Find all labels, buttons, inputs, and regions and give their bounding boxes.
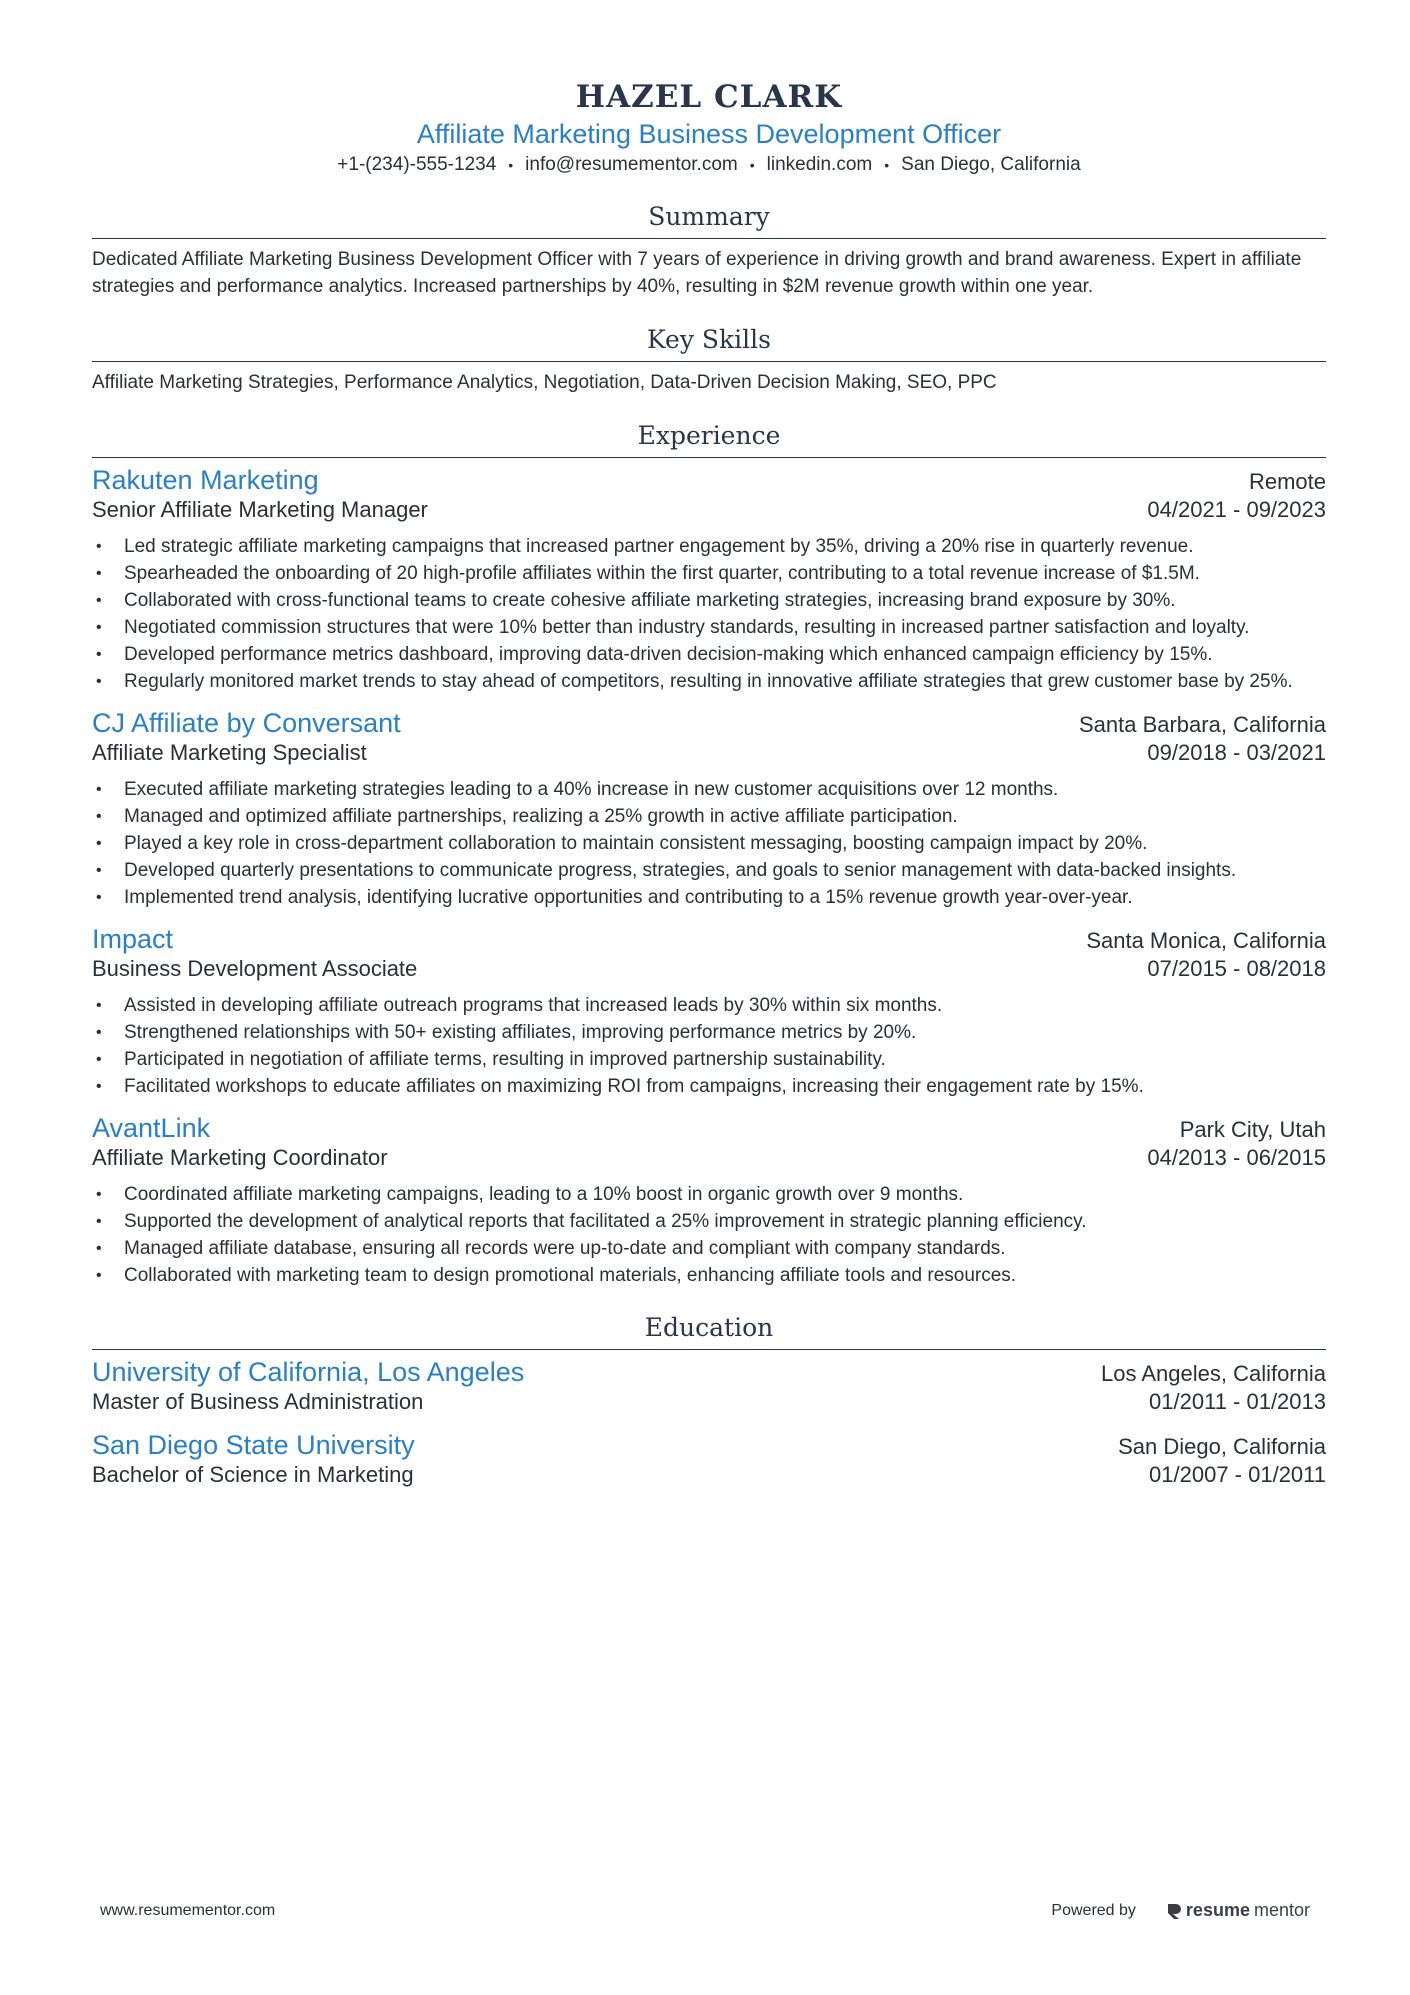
- bullet-item: • Participated in negotiation of affiliate terms, resulting in improved partnership sustainability.: [92, 1046, 1326, 1073]
- education-entry: [92, 1429, 1326, 1490]
- separator-dot: •: [749, 156, 755, 173]
- job-dates: 07/2015 - 08/2018: [1147, 956, 1326, 982]
- degree-row: [92, 1388, 1326, 1417]
- bullet-item: • Led strategic affiliate marketing campaigns that increased partner engagement by 35%, driving a 20% rise in quarterly revenue.: [92, 533, 1326, 560]
- job-dates: 04/2021 - 09/2023: [1147, 497, 1326, 523]
- job-location: Remote: [1248, 468, 1326, 494]
- job-bullets: [92, 776, 1326, 911]
- page-footer: [100, 1900, 1310, 1921]
- education-section: [92, 1313, 1326, 1490]
- job-title-row: [92, 1144, 1326, 1173]
- brand-logo: [1166, 1900, 1310, 1921]
- bullet-item: • Coordinated affiliate marketing campaigns, leading to a 10% boost in organic growth over 9 months.: [92, 1181, 1326, 1208]
- job-entry: [92, 707, 1326, 911]
- bullet-item: • Managed and optimized affiliate partnerships, realizing a 25% growth in active affiliate participation.: [92, 803, 1326, 830]
- job-bullets: [92, 533, 1326, 695]
- bullet-item: • Facilitated workshops to educate affiliates on maximizing ROI from campaigns, increasing their engagement rate by 15%.: [92, 1073, 1326, 1100]
- bullet-item: • Developed performance metrics dashboard, improving data-driven decision-making which enhanced campaign efficiency by 15%.: [92, 641, 1326, 668]
- powered-by: [1051, 1900, 1310, 1921]
- email: info@resumementor.com: [525, 154, 738, 176]
- company-name: Impact: [92, 923, 174, 954]
- section-heading-skills: Key Skills: [92, 325, 1326, 362]
- bullet-item: • Collaborated with marketing team to design promotional materials, enhancing affiliate tools and resources.: [92, 1262, 1326, 1289]
- linkedin: linkedin.com: [766, 154, 873, 176]
- jobs-list: [92, 464, 1326, 1289]
- job-entry: [92, 923, 1326, 1100]
- job-title-row: [92, 955, 1326, 984]
- bullet-item: • Supported the development of analytical reports that facilitated a 25% improvement in strategic planning efficiency.: [92, 1208, 1326, 1235]
- job-header-row: [92, 1112, 1326, 1144]
- job-bullets: [92, 992, 1326, 1100]
- section-heading-experience: Experience: [92, 421, 1326, 458]
- degree-row: [92, 1461, 1326, 1490]
- job-header-row: [92, 707, 1326, 739]
- separator-dot: •: [884, 156, 890, 173]
- school-location: San Diego, California: [1118, 1433, 1326, 1459]
- separator-dot: •: [508, 156, 514, 173]
- schools-list: [92, 1356, 1326, 1490]
- degree: Bachelor of Science in Marketing: [92, 1462, 414, 1488]
- company-name: Rakuten Marketing: [92, 464, 319, 495]
- company-name: CJ Affiliate by Conversant: [92, 707, 401, 738]
- powered-by-label: Powered by: [1051, 1901, 1136, 1919]
- job-dates: 04/2013 - 06/2015: [1147, 1145, 1326, 1171]
- job-title-row: [92, 739, 1326, 768]
- bullet-item: • Regularly monitored market trends to stay ahead of competitors, resulting in innovative affiliate strategies that grew customer base by 25%.: [92, 668, 1326, 695]
- job-header-row: [92, 464, 1326, 496]
- bullet-item: • Assisted in developing affiliate outreach programs that increased leads by 30% within six months.: [92, 992, 1326, 1019]
- school-name: University of California, Los Angeles: [92, 1356, 525, 1387]
- job-title: Business Development Associate: [92, 956, 418, 982]
- job-title: Senior Affiliate Marketing Manager: [92, 497, 428, 523]
- bullet-item: • Played a key role in cross-department collaboration to maintain consistent messaging, boosting campaign impact by 20%.: [92, 830, 1326, 857]
- education-entry: [92, 1356, 1326, 1417]
- section-heading-education: Education: [92, 1313, 1326, 1350]
- location: San Diego, California: [901, 154, 1081, 176]
- company-name: AvantLink: [92, 1112, 211, 1143]
- contact-line: [92, 153, 1326, 178]
- bullet-item: • Negotiated commission structures that were 10% better than industry standards, resulting in increased partner satisfaction and loyalty.: [92, 614, 1326, 641]
- bullet-item: • Managed affiliate database, ensuring all records were up-to-date and compliant with company standards.: [92, 1235, 1326, 1262]
- school-location: Los Angeles, California: [1100, 1360, 1326, 1386]
- education-dates: 01/2007 - 01/2011: [1149, 1462, 1326, 1488]
- phone: +1-(234)-555-1234: [337, 154, 497, 176]
- candidate-role: Affiliate Marketing Business Development Officer: [416, 118, 1002, 149]
- resume-page: [92, 80, 1326, 1490]
- candidate-name: HAZEL CLARK: [575, 79, 843, 115]
- resume-header: [92, 80, 1326, 178]
- skills-section: [92, 325, 1326, 396]
- section-heading-summary: Summary: [92, 202, 1326, 239]
- summary-text: Dedicated Affiliate Marketing Business Development Officer with 7 years of experience in driving growth and brand awareness. Expert in affiliate strategies and performance analytics. Increased partnerships by 40%, resulting in $2M revenue growth within one year.: [92, 248, 1302, 297]
- job-entry: [92, 464, 1326, 695]
- job-header-row: [92, 923, 1326, 955]
- job-title-row: [92, 496, 1326, 525]
- job-location: Park City, Utah: [1179, 1116, 1326, 1142]
- experience-section: [92, 421, 1326, 1289]
- bullet-item: • Collaborated with cross-functional teams to create cohesive affiliate marketing strategies, increasing brand exposure by 30%.: [92, 587, 1326, 614]
- bullet-item: • Implemented trend analysis, identifying lucrative opportunities and contributing to a 15% revenue growth year-over-year.: [92, 884, 1326, 911]
- job-title: Affiliate Marketing Coordinator: [92, 1145, 388, 1171]
- bullet-item: • Spearheaded the onboarding of 20 high-profile affiliates within the first quarter, contributing to a total revenue increase of $1.5M.: [92, 560, 1326, 587]
- job-title: Affiliate Marketing Specialist: [92, 740, 367, 766]
- bullet-item: • Executed affiliate marketing strategies leading to a 40% increase in new customer acquisitions over 12 months.: [92, 776, 1326, 803]
- resumementor-logo-icon: [1166, 1902, 1182, 1920]
- school-name: San Diego State University: [92, 1429, 415, 1460]
- school-header-row: [92, 1356, 1326, 1388]
- school-header-row: [92, 1429, 1326, 1461]
- brand-name-light: mentor: [1253, 1900, 1310, 1920]
- job-bullets: [92, 1181, 1326, 1289]
- education-dates: 01/2011 - 01/2013: [1149, 1389, 1326, 1415]
- bullet-item: • Strengthened relationships with 50+ existing affiliates, improving performance metrics by 20%.: [92, 1019, 1326, 1046]
- degree: Master of Business Administration: [92, 1389, 424, 1415]
- job-dates: 09/2018 - 03/2021: [1147, 740, 1326, 766]
- footer-website: www.resumementor.com: [100, 1901, 276, 1919]
- brand-name-bold: resume: [1185, 1900, 1250, 1920]
- job-location: Santa Monica, California: [1086, 927, 1326, 953]
- job-entry: [92, 1112, 1326, 1289]
- skills-text: Affiliate Marketing Strategies, Performance Analytics, Negotiation, Data-Driven Decision Making, SEO, PPC: [92, 371, 997, 393]
- bullet-item: • Developed quarterly presentations to communicate progress, strategies, and goals to senior management with data-backed insights.: [92, 857, 1326, 884]
- job-location: Santa Barbara, California: [1078, 711, 1326, 737]
- summary-section: [92, 202, 1326, 300]
